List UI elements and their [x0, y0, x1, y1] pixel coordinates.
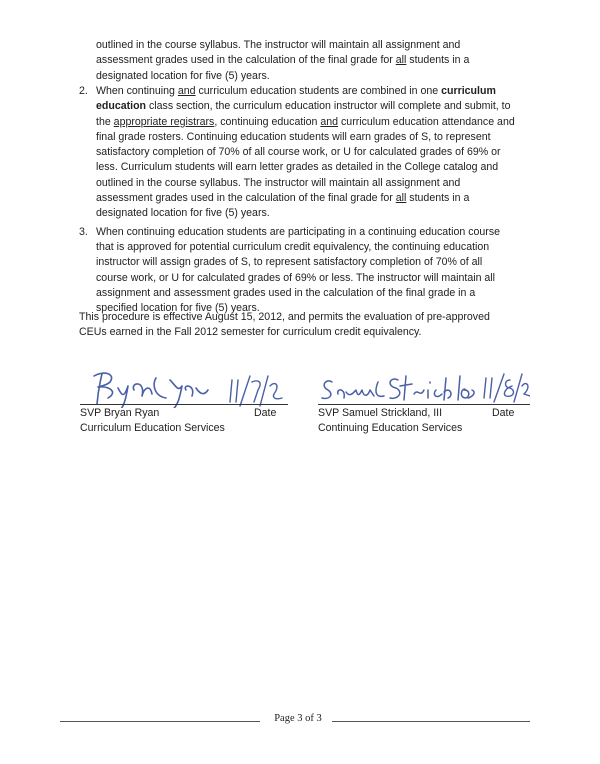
footer-rule-left	[60, 721, 260, 722]
item-number: 3.	[79, 225, 88, 238]
date-label: Date	[492, 407, 515, 419]
underlined-and: and	[177, 85, 196, 97]
item-number: 2.	[79, 85, 88, 97]
list-item-2	[79, 84, 519, 222]
date-label: Date	[254, 407, 277, 419]
effective-date-paragraph: This procedure is effective August 15, 2012, and permits the evaluation of pre-approved CEUs earned in the Fall 2012 semester for curriculum credit equivalency.	[79, 311, 490, 339]
signature-line	[80, 404, 288, 405]
underlined-all: all	[395, 192, 407, 205]
signer-name: SVP Bryan Ryan	[80, 407, 160, 419]
underlined-appropriate-registrars: appropriate registrars	[113, 115, 215, 128]
item-body	[96, 84, 516, 222]
signature-line	[318, 404, 530, 405]
underlined-all: all	[395, 54, 407, 67]
item-text: class section, the curriculum education instructor will complete and submit, to the	[96, 100, 511, 128]
item-text: , continuing education	[214, 115, 321, 128]
continuation-text-a: outlined in the course syllabus. The instructor will maintain all assignment and assessment grades used in the calculation of the final grade for	[96, 39, 461, 67]
continuation-text-b: students in a designated location for five (5) years.	[96, 54, 470, 82]
item-text: curriculum education students are combined in one	[195, 85, 442, 97]
signer-name: SVP Samuel Strickland, III	[318, 407, 443, 419]
signer-department: Continuing Education Services	[318, 422, 463, 434]
item-text: curriculum education attendance and final grade rosters. Continuing education students will earn grades of S, to represent satisfactory completion of 70% of all course work, or U for calculated grades of 69% or less. Curriculum students will earn letter grades as detailed in the College catalog and outlined in the course syllabus. The instructor will maintain all assignment and assessment grades used in the calculation of the final grade for	[96, 115, 515, 205]
page-number: Page 3 of 3	[274, 713, 322, 724]
handwritten-signature-ryan	[80, 368, 288, 408]
item-body: When continuing education students are participating in a continuing education course that is approved for potential curriculum credit equivalency, the continuing education instructor will assign grades of S, to represent satisfactory completion of 70% of all course work, or U for calculated grades of 69% or less. The instructor will maintain all assignment and assessment grades used in the calculation of the final grade in a specified location for five (5) years.	[96, 225, 501, 315]
footer-rule-right	[332, 721, 530, 722]
bold-curriculum-education: curriculum education	[96, 85, 496, 113]
continuation-paragraph	[96, 38, 516, 84]
page-footer	[60, 713, 530, 729]
item-text: When continuing	[96, 85, 178, 97]
handwritten-signature-strickland	[318, 368, 530, 408]
underlined-and: and	[320, 115, 339, 128]
item-text: students in a designated location for five (5) years.	[96, 192, 470, 220]
numbered-list	[79, 84, 519, 319]
signer-department: Curriculum Education Services	[80, 422, 225, 434]
list-item-3	[79, 225, 519, 317]
